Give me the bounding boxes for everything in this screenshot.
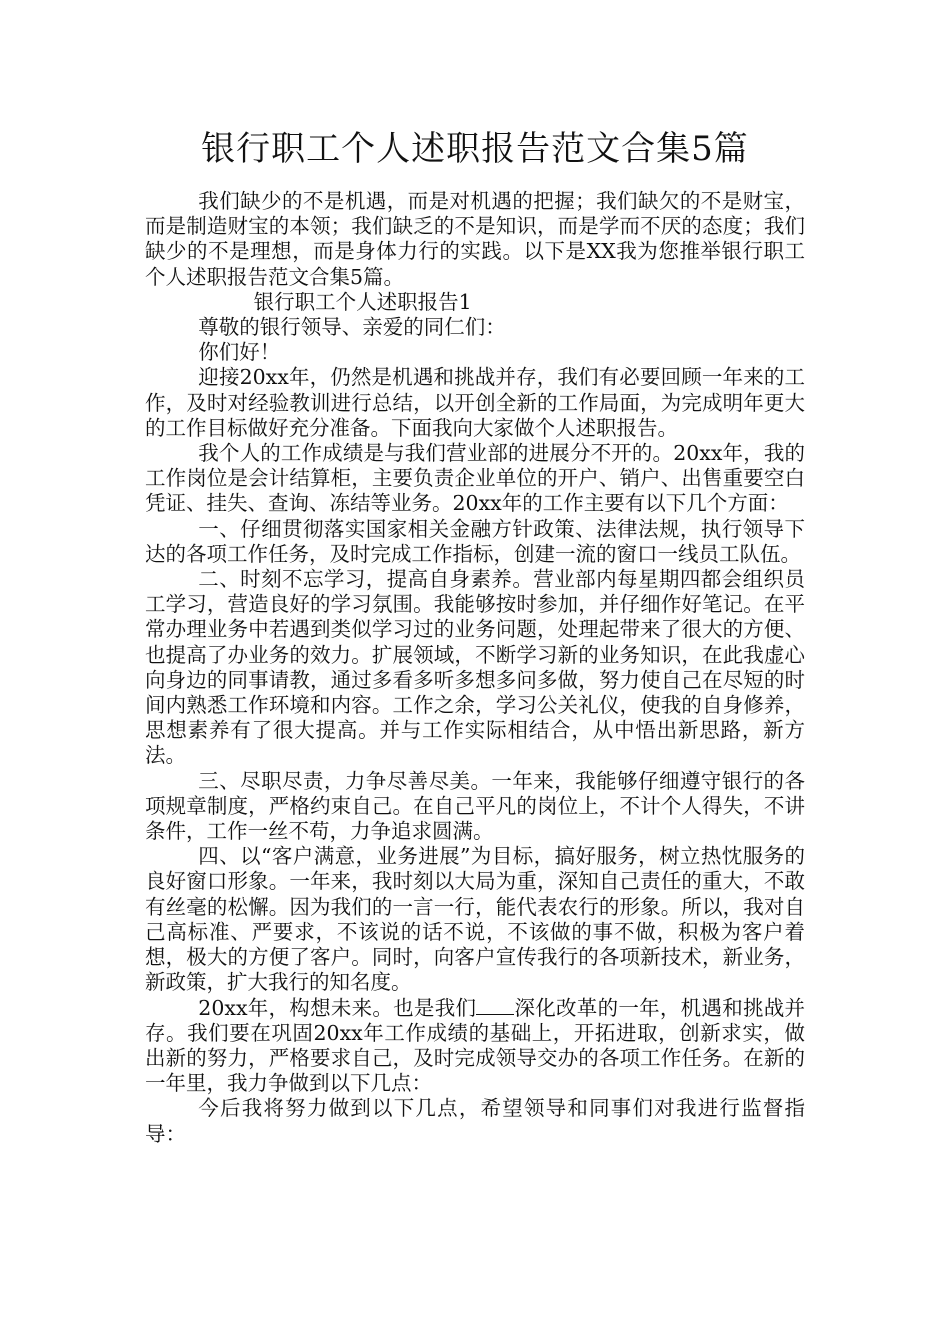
- salutation: 尊敬的银行领导、亲爱的同仁们：: [198, 315, 506, 340]
- future-text-start: 20xx年，构想未来。也是我们: [198, 995, 477, 1020]
- body-paragraph: 一、仔细贯彻落实国家相关金融方针政策、法律法规，执行领导下达的各项工作任务，及时完成工作指标，创建一流的窗口一线员工队伍。: [145, 516, 805, 566]
- closing-paragraph: 今后我将努力做到以下几点，希望领导和同事们对我进行监督指导：: [145, 1096, 805, 1146]
- body-paragraph: 迎接20xx年，仍然是机遇和挑战并存，我们有必要回顾一年来的工作，及时对经验教训进行总结，以开创全新的工作局面，为完成明年更大的工作目标做好充分准备。下面我向大家做个人述职报告。: [145, 365, 805, 440]
- document-page: [145, 125, 805, 1147]
- future-paragraph: [145, 996, 805, 1097]
- body-paragraph: 四、以“客户满意，业务进展”为目标，搞好服务，树立热忱服务的良好窗口形象。一年来，我时刻以大局为重，深知自己责任的重大，不敢有丝毫的松懈。因为我们的一言一行，能代表农行的形象。所以，我对自己高标准、严要求，不该说的话不说，不该做的事不做，积极为客户着想，极大的方便了客户。同时，向客户宣传我行的各项新技术，新业务，新政策，扩大我行的知名度。: [145, 844, 805, 995]
- future-text-end: 深化改革的一年，机遇和挑战并存。我们要在巩固20xx年工作成绩的基础上，开拓进取，创新求实，做出新的努力，严格要求自己，及时完成领导交办的各项工作任务。在新的一年里，我力争做到以下几点：: [145, 995, 805, 1096]
- blank-underline: [476, 996, 514, 1015]
- report-subheading: 银行职工个人述职报告1: [253, 289, 472, 314]
- body-paragraph: 二、时刻不忘学习，提高自身素养。营业部内每星期四都会组织员工学习，营造良好的学习氛围。我能够按时参加，并仔细作好笔记。在平常办理业务中若遇到类似学习过的业务问题，处理起带来了很大的方便、也提高了办业务的效力。扩展领域，不断学习新的业务知识，在此我虚心向身边的同事请教，通过多看多听多想多问多做，努力使自己在尽短的时间内熟悉工作环境和内容。工作之余，学习公关礼仪，使我的自身修养，思想素养有了很大提高。并与工作实际相结合，从中悟出新思路，新方法。: [145, 567, 805, 768]
- body-paragraph: 我个人的工作成绩是与我们营业部的进展分不开的。20xx年，我的工作岗位是会计结算柜，主要负责企业单位的开户、销户、出售重要空白凭证、挂失、查询、冻结等业务。20xx年的工作主要有以下几个方面：: [145, 441, 805, 516]
- document-body: [145, 189, 805, 1147]
- intro-paragraph: 我们缺少的不是机遇，而是对机遇的把握；我们缺欠的不是财宝，而是制造财宝的本领；我们缺乏的不是知识，而是学而不厌的态度；我们缺少的不是理想，而是身体力行的实践。以下是XX我为您推举银行职工个人述职报告范文合集5篇。: [145, 189, 805, 289]
- document-title: 银行职工个人述职报告范文合集5篇: [201, 129, 749, 169]
- greeting: 你们好！: [198, 340, 281, 365]
- body-paragraph: 三、尽职尽责，力争尽善尽美。一年来，我能够仔细遵守银行的各项规章制度，严格约束自己。在自己平凡的岗位上，不计个人得失，不讲条件，工作一丝不苟，力争追求圆满。: [145, 768, 805, 844]
